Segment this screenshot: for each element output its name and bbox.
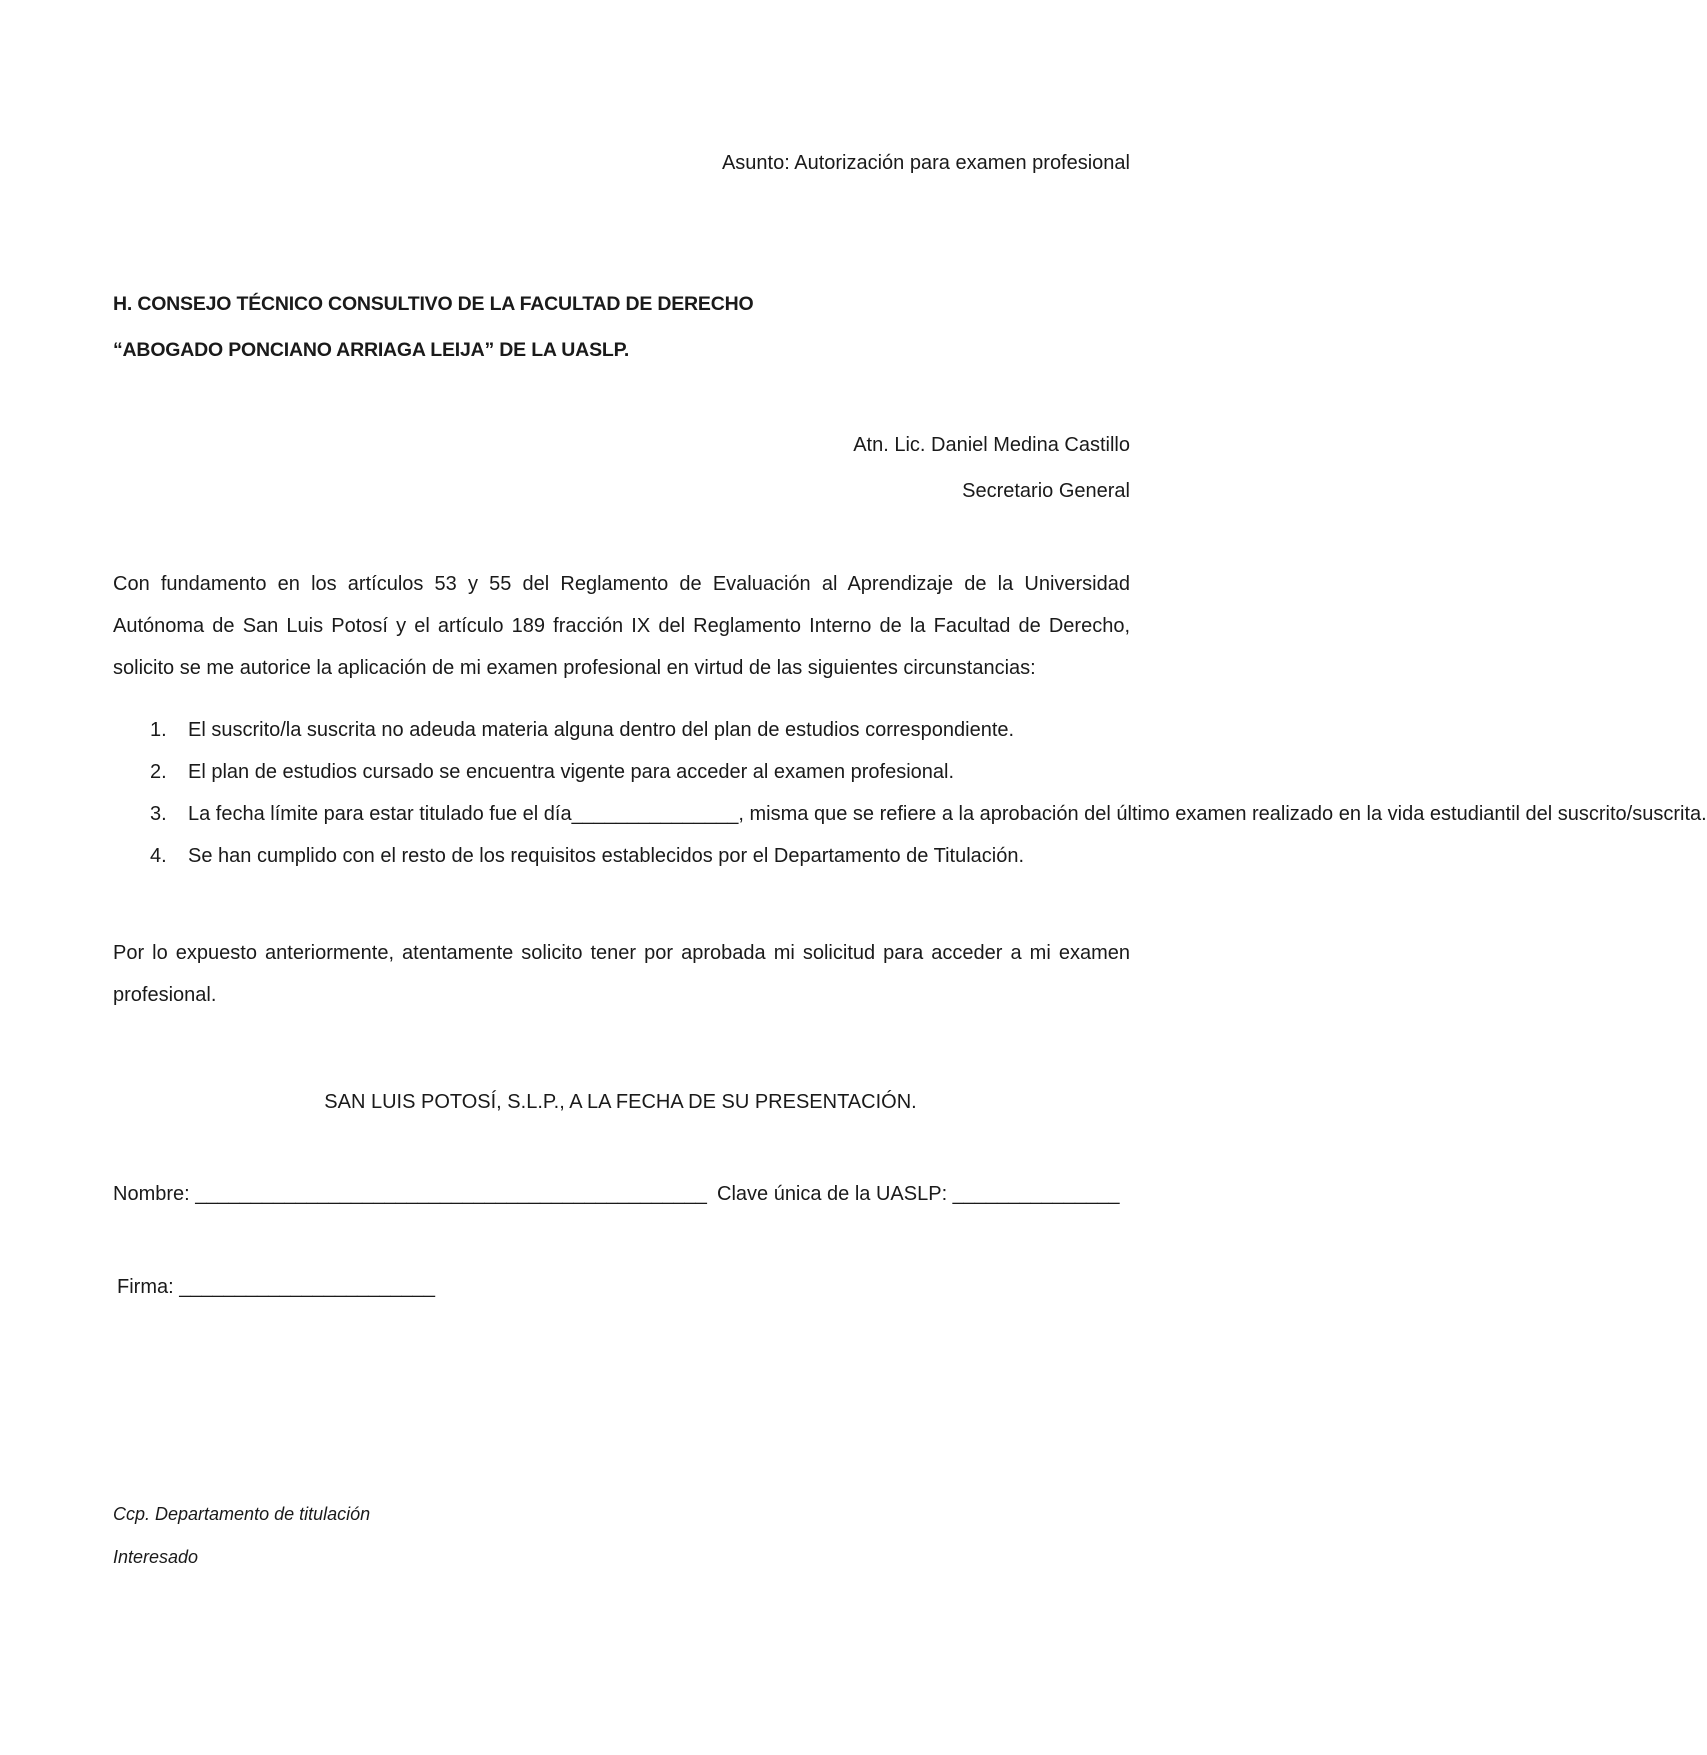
intro-paragraph: Con fundamento en los artículos 53 y 55 del Reglamento de Evaluación al Aprendizaje de la Universidad Autónoma de San Luis Potosí y el artículo 189 fracción IX del Reglamento Interno de la Facultad de Derecho, solicito se me autorice la aplicación de mi examen profesional en virtud de las siguientes circunstancias:	[113, 573, 1130, 679]
closing-paragraph: Por lo expuesto anteriormente, atentamente solicito tener por aprobada mi solicitud para acceder a mi examen profesional.	[113, 942, 1130, 1006]
signature-field[interactable]: Firma: _______________________	[117, 1276, 436, 1298]
list-item	[113, 793, 1707, 835]
list-item-number: 1.	[150, 719, 167, 741]
list-item-number: 2.	[150, 761, 167, 783]
list-item	[113, 835, 1130, 877]
list-item	[113, 751, 1130, 793]
subject-line: Asunto: Autorización para examen profesional	[721, 152, 1130, 174]
attention-name: Atn. Lic. Daniel Medina Castillo	[853, 434, 1130, 456]
addressee-line-1: H. CONSEJO TÉCNICO CONSULTIVO DE LA FACULTAD DE DERECHO	[113, 293, 754, 315]
addressee-line-2: “ABOGADO PONCIANO ARRIAGA LEIJA” DE LA UASLP.	[113, 339, 630, 361]
list-item-text: La fecha límite para estar titulado fue el día_______________, misma que se refiere a la aprobación del último examen realizado en la vida estudiantil del suscrito/suscrita.	[188, 803, 1707, 825]
circumstances-list	[113, 709, 1707, 877]
ccp-line-1: Ccp. Departamento de titulación	[113, 1504, 371, 1524]
list-item-text: Se han cumplido con el resto de los requisitos establecidos por el Departamento de Titulación.	[188, 845, 1025, 867]
ccp-line-2: Interesado	[113, 1547, 199, 1567]
list-item-number: 3.	[150, 803, 167, 825]
list-item-text: El suscrito/la suscrita no adeuda materia alguna dentro del plan de estudios correspondiente.	[188, 719, 1015, 741]
list-item	[113, 709, 1130, 751]
list-item-text: El plan de estudios cursado se encuentra vigente para acceder al examen profesional.	[188, 761, 955, 783]
clave-unica-field[interactable]: Clave única de la UASLP: _______________	[717, 1183, 1120, 1205]
place-date-line: SAN LUIS POTOSÍ, S.L.P., A LA FECHA DE SU PRESENTACIÓN.	[324, 1091, 917, 1113]
attention-role: Secretario General	[962, 480, 1130, 502]
name-field[interactable]: Nombre: ______________________________________________	[113, 1183, 707, 1205]
list-item-number: 4.	[150, 845, 167, 867]
